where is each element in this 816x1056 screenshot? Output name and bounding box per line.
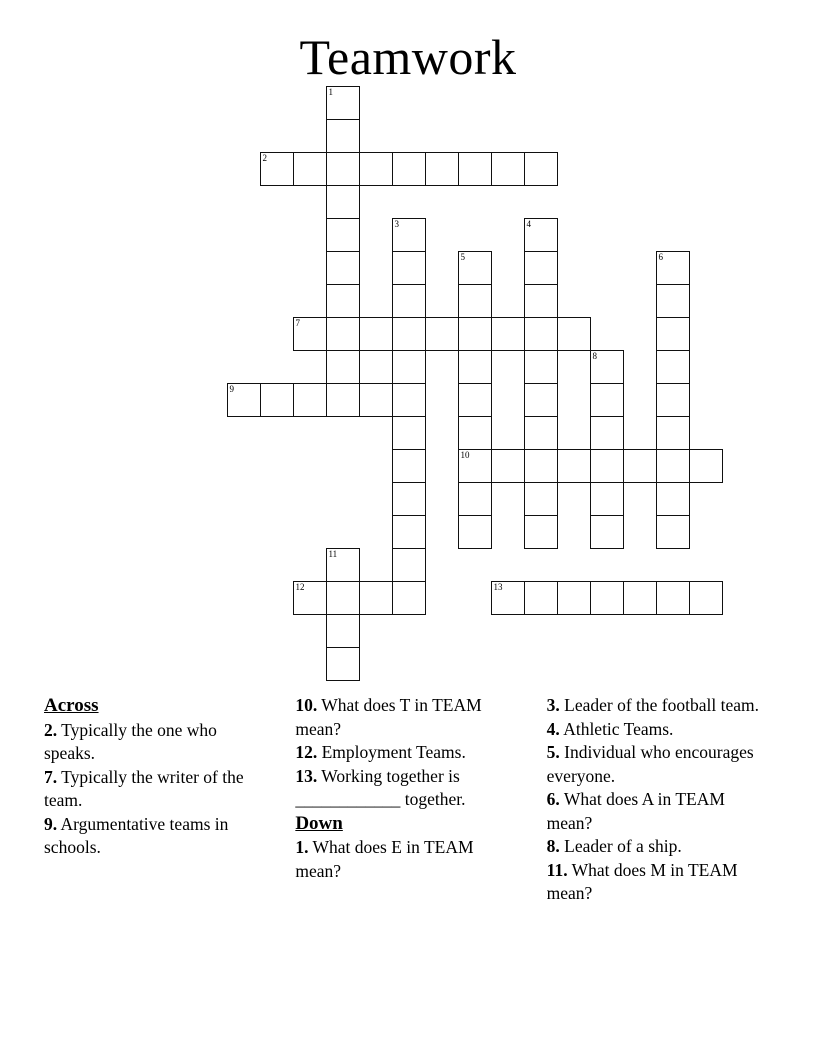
clue-number: 1. (295, 837, 309, 857)
page-title: Teamwork (299, 29, 517, 85)
clue-number: 13. (295, 765, 318, 786)
grid-cell[interactable] (524, 251, 558, 285)
grid-cell[interactable] (656, 515, 690, 549)
clue-text: What does M in TEAM mean? (546, 859, 738, 903)
grid-cell[interactable] (326, 86, 360, 120)
grid-cell[interactable] (524, 449, 558, 483)
grid-cell-number: 7 (295, 318, 300, 328)
grid-cell[interactable] (359, 317, 393, 351)
grid-cell[interactable] (326, 581, 360, 615)
grid-cell[interactable] (524, 284, 558, 318)
grid-cell-number: 6 (658, 252, 663, 262)
grid-cell[interactable] (458, 152, 492, 186)
grid-cell[interactable] (359, 152, 393, 186)
clue-text: Employment Teams. (317, 742, 466, 762)
clue-number: 10. (295, 695, 318, 715)
grid-cell[interactable] (590, 383, 624, 417)
grid-cell[interactable] (557, 581, 591, 615)
grid-cell[interactable] (491, 581, 525, 615)
grid-cell[interactable] (458, 284, 492, 318)
grid-cell[interactable] (392, 284, 426, 318)
grid-cell-number: 9 (229, 384, 234, 394)
grid-cell[interactable] (326, 152, 360, 186)
grid-cell[interactable] (524, 482, 558, 516)
grid-cell-number: 2 (262, 153, 267, 163)
grid-cell[interactable] (458, 350, 492, 384)
grid-cell-number: 11 (328, 549, 338, 559)
clue-text: Leader of the football team. (559, 695, 759, 715)
down-clue-item (547, 741, 774, 788)
across-clue-item (44, 813, 271, 860)
grid-cell[interactable] (491, 449, 525, 483)
clue-text: Argumentative teams in schools. (44, 813, 229, 857)
down-heading: Down (295, 812, 343, 834)
grid-cell[interactable] (392, 416, 426, 450)
grid-cell[interactable] (392, 581, 426, 615)
grid-cell[interactable] (458, 482, 492, 516)
grid-cell[interactable] (491, 317, 525, 351)
grid-cell[interactable] (227, 383, 261, 417)
clue-text: Athletic Teams. (559, 718, 674, 739)
grid-cell[interactable] (392, 152, 426, 186)
grid-cell[interactable] (425, 152, 459, 186)
grid-cell[interactable] (392, 251, 426, 285)
crossword-grid[interactable] (128, 86, 688, 666)
grid-cell[interactable] (326, 218, 360, 252)
down-clue-item (547, 718, 774, 742)
across-heading: Across (44, 695, 99, 716)
grid-cell[interactable] (293, 581, 327, 615)
grid-cell[interactable] (326, 614, 360, 648)
grid-cell[interactable] (260, 383, 294, 417)
across-clue-item (44, 766, 271, 813)
down-clue-item (547, 835, 774, 859)
clue-number: 5. (546, 742, 560, 762)
grid-cell-number: 3 (394, 219, 399, 229)
grid-cell[interactable] (293, 317, 327, 351)
grid-cell-number: 8 (592, 351, 597, 361)
clue-text: Individual who encourages everyone. (546, 742, 754, 786)
grid-cell[interactable] (590, 581, 624, 615)
grid-cell[interactable] (590, 515, 624, 549)
grid-cell[interactable] (524, 317, 558, 351)
down-clue-item (547, 788, 774, 835)
grid-cell[interactable] (458, 317, 492, 351)
down-clue-item (547, 859, 774, 906)
grid-cell[interactable] (590, 350, 624, 384)
grid-cell[interactable] (623, 449, 657, 483)
grid-cell[interactable] (326, 119, 360, 153)
clue-text: Leader of a ship. (559, 836, 682, 856)
clue-text: What does T in TEAM mean? (295, 695, 482, 739)
grid-cell[interactable] (458, 449, 492, 483)
grid-cell[interactable] (392, 515, 426, 549)
grid-cell-number: 1 (328, 87, 333, 97)
grid-cell[interactable] (359, 581, 393, 615)
down-clue-item (295, 836, 522, 883)
clues-section (44, 694, 774, 906)
grid-cell[interactable] (590, 482, 624, 516)
grid-cell[interactable] (656, 284, 690, 318)
grid-cell[interactable] (656, 581, 690, 615)
grid-cell-number: 10 (460, 450, 470, 460)
grid-cell-number: 12 (295, 582, 305, 592)
grid-cell[interactable] (392, 383, 426, 417)
clue-number: 8. (546, 836, 560, 856)
grid-cell[interactable] (326, 548, 360, 582)
grid-cell[interactable] (524, 152, 558, 186)
grid-cell[interactable] (557, 449, 591, 483)
grid-cell[interactable] (590, 449, 624, 483)
grid-cell[interactable] (326, 317, 360, 351)
across-clue-item (295, 765, 522, 812)
grid-cell-number: 13 (493, 582, 503, 592)
grid-cell[interactable] (392, 218, 426, 252)
clue-number: 9. (44, 813, 58, 834)
grid-cell[interactable] (656, 251, 690, 285)
grid-cell-number: 5 (460, 252, 465, 262)
grid-cell[interactable] (656, 350, 690, 384)
clue-number: 7. (44, 766, 58, 787)
grid-cell[interactable] (458, 416, 492, 450)
grid-cell[interactable] (524, 581, 558, 615)
grid-cell[interactable] (689, 449, 723, 483)
clue-text: What does E in TEAM mean? (295, 837, 474, 881)
clue-text: Typically the writer of the team. (44, 766, 244, 810)
grid-cell-number: 4 (526, 219, 531, 229)
clue-number: 4. (546, 718, 560, 739)
grid-cell[interactable] (491, 152, 525, 186)
grid-cell[interactable] (656, 449, 690, 483)
grid-cell[interactable] (326, 284, 360, 318)
grid-cell[interactable] (656, 383, 690, 417)
grid-cell[interactable] (392, 482, 426, 516)
grid-cell[interactable] (458, 515, 492, 549)
clue-number: 12. (295, 742, 318, 762)
grid-cell[interactable] (590, 416, 624, 450)
grid-cell[interactable] (557, 317, 591, 351)
grid-cell[interactable] (524, 350, 558, 384)
grid-cell[interactable] (425, 317, 459, 351)
grid-cell[interactable] (458, 251, 492, 285)
grid-cell[interactable] (458, 383, 492, 417)
grid-cell[interactable] (689, 581, 723, 615)
grid-cell[interactable] (326, 647, 360, 681)
grid-cell[interactable] (524, 383, 558, 417)
grid-cell[interactable] (392, 350, 426, 384)
grid-cell[interactable] (623, 581, 657, 615)
grid-cell[interactable] (656, 416, 690, 450)
clue-number: 11. (546, 859, 568, 880)
across-clue-item (44, 719, 271, 766)
grid-cell[interactable] (524, 218, 558, 252)
crossword-grid-wrapper (128, 86, 688, 666)
clue-text: Working together is ____________ together. (295, 765, 466, 809)
grid-cell[interactable] (656, 482, 690, 516)
grid-cell[interactable] (260, 152, 294, 186)
across-clue-item (295, 741, 522, 765)
across-clue-item (295, 694, 522, 741)
grid-cell[interactable] (293, 152, 327, 186)
grid-cell[interactable] (293, 383, 327, 417)
clue-number: 2. (44, 719, 58, 740)
grid-cell[interactable] (524, 515, 558, 549)
grid-cell[interactable] (359, 383, 393, 417)
clue-number: 3. (546, 695, 560, 715)
grid-cell[interactable] (326, 185, 360, 219)
grid-cell[interactable] (392, 548, 426, 582)
grid-cell[interactable] (392, 317, 426, 351)
clue-text: Typically the one who speaks. (44, 719, 217, 763)
grid-cell[interactable] (326, 350, 360, 384)
clue-number: 6. (546, 789, 560, 809)
grid-cell[interactable] (326, 383, 360, 417)
grid-cell[interactable] (524, 416, 558, 450)
down-clue-item (547, 694, 774, 718)
clue-text: What does A in TEAM mean? (546, 789, 725, 833)
grid-cell[interactable] (392, 449, 426, 483)
grid-cell[interactable] (326, 251, 360, 285)
grid-cell[interactable] (656, 317, 690, 351)
